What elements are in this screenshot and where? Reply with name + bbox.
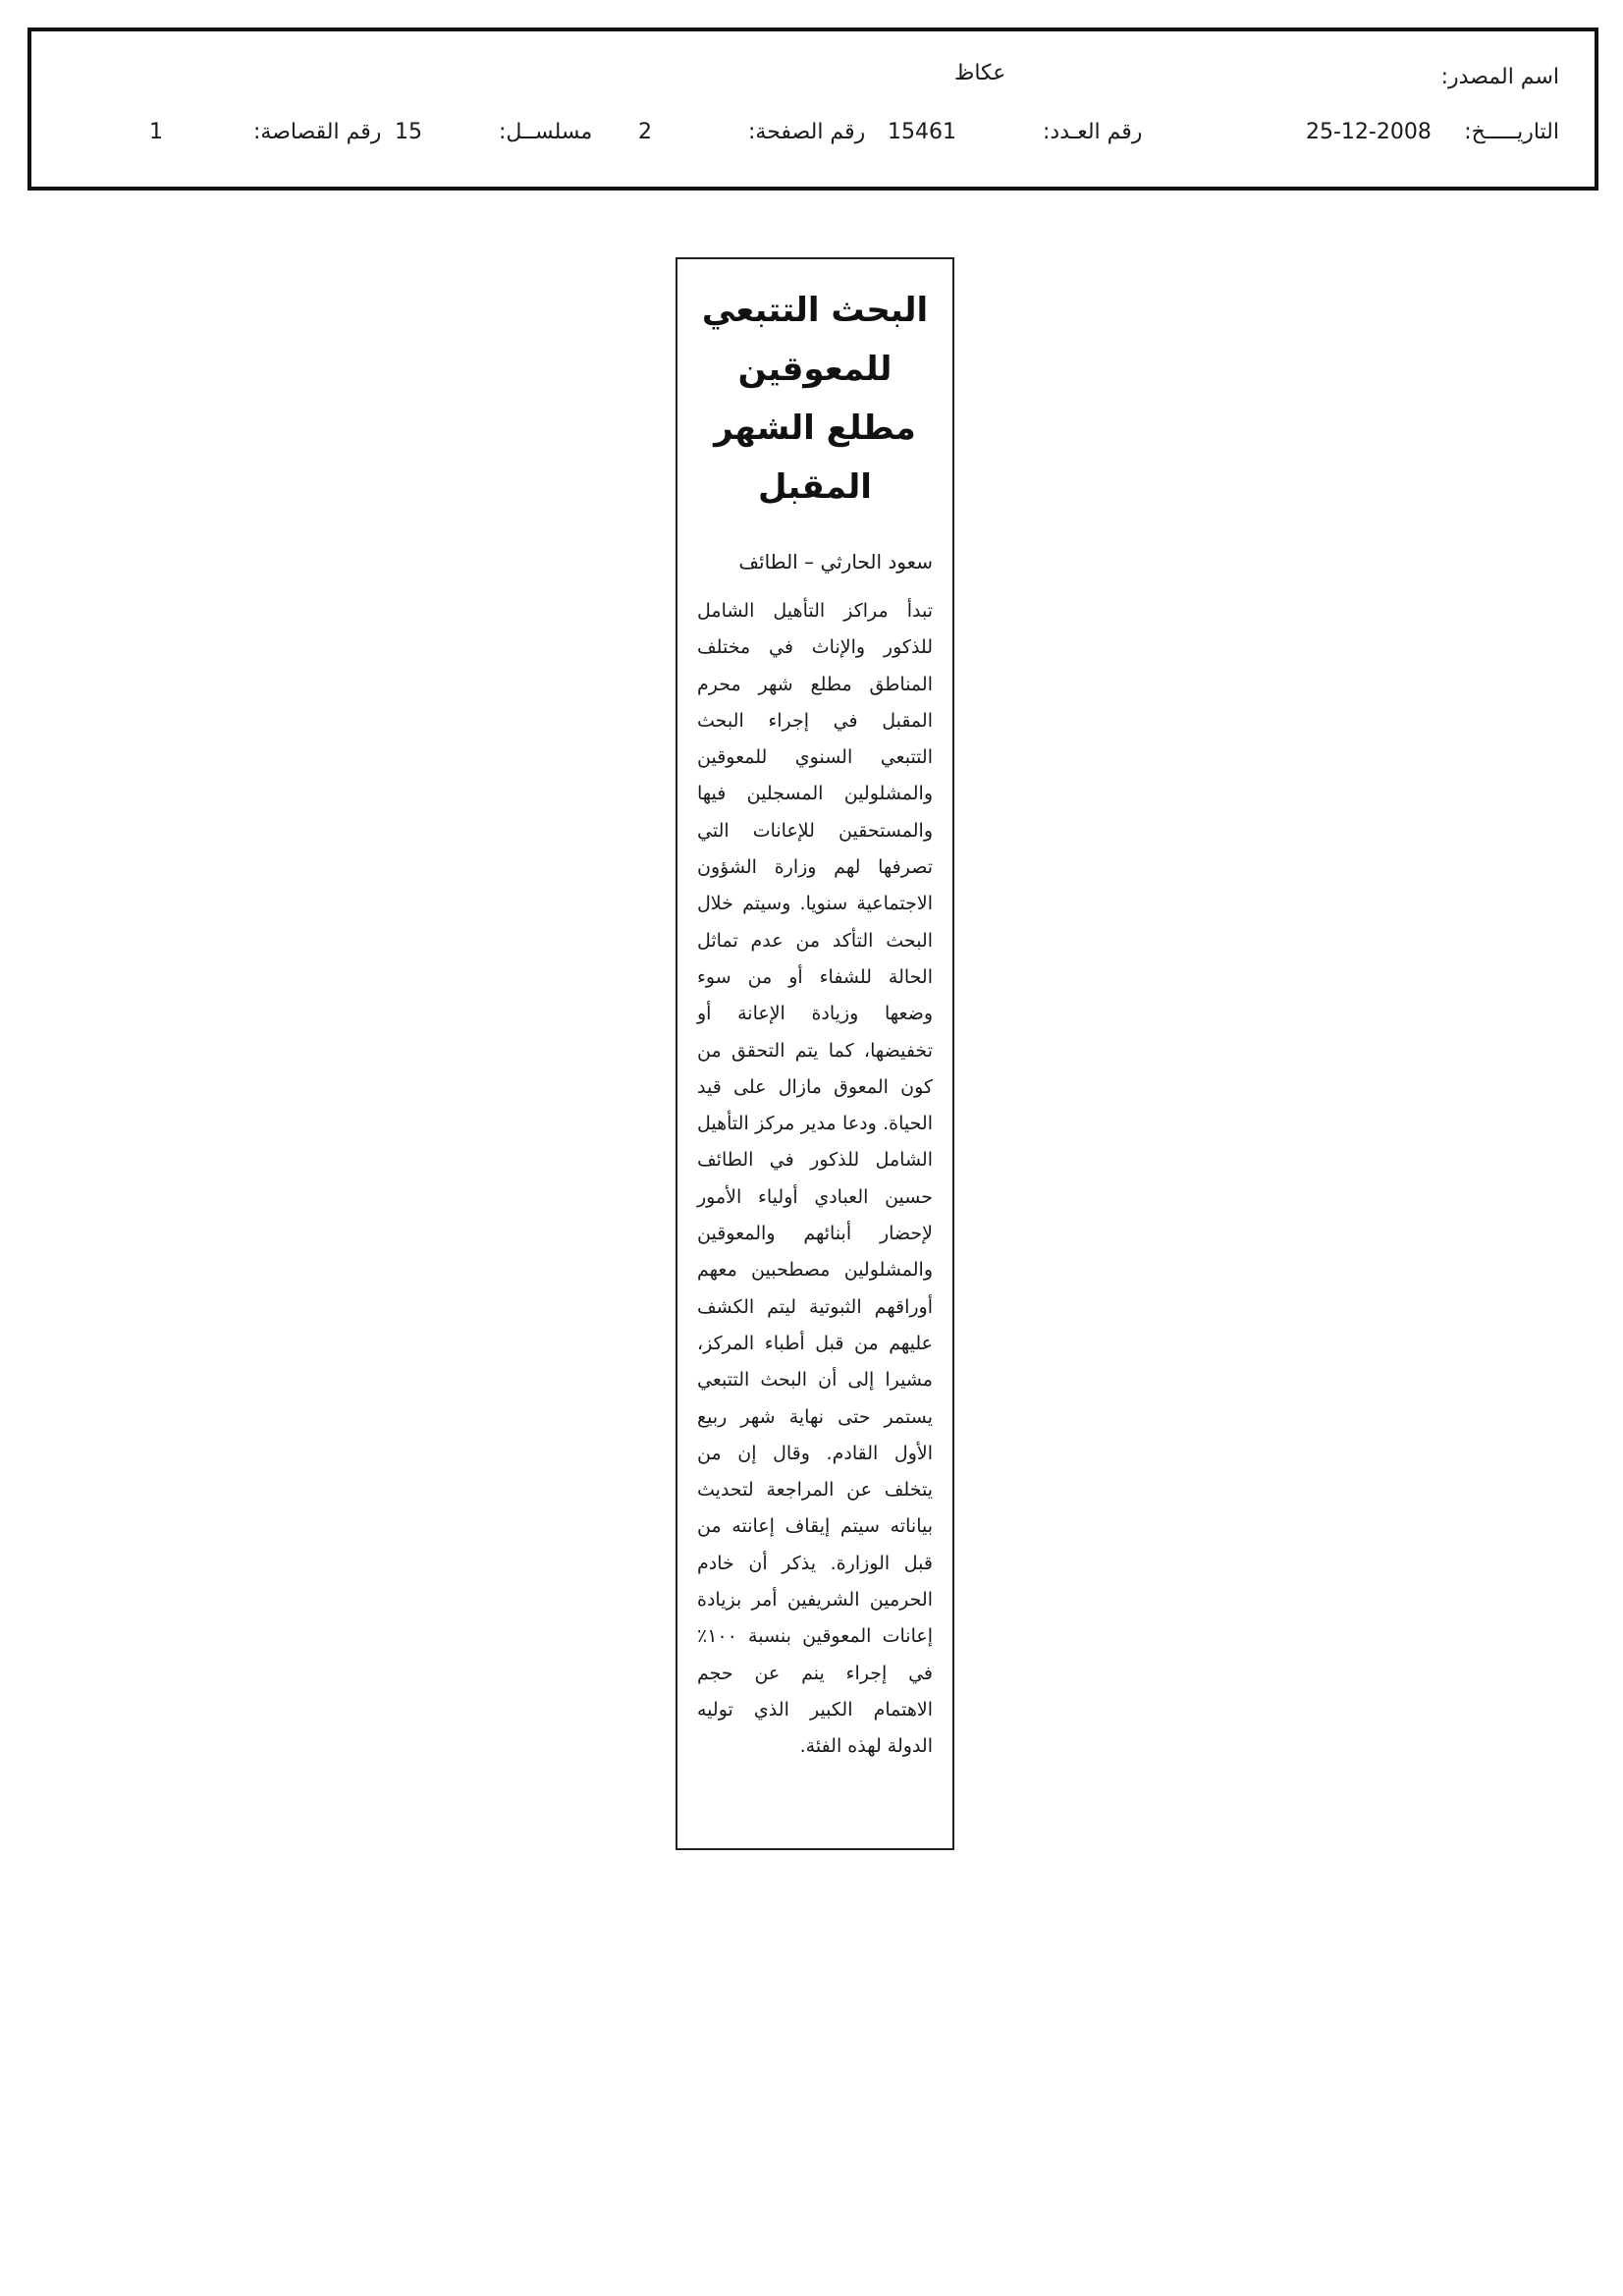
article-byline: سعود الحارثي – الطائف bbox=[738, 550, 933, 574]
serial-label: مسلســل: bbox=[499, 120, 593, 144]
source-value: عكاظ bbox=[954, 61, 1006, 85]
clipping-metadata-box bbox=[27, 27, 1598, 191]
issue-number-value: 15461 bbox=[888, 120, 956, 144]
clipping-number-value: 1 bbox=[149, 120, 163, 144]
date-label: التاريـــــخ: bbox=[1464, 120, 1559, 144]
newspaper-clipping bbox=[676, 257, 954, 1850]
source-label: اسم المصدر: bbox=[1440, 65, 1559, 89]
issue-number-label: رقم العـدد: bbox=[1043, 120, 1143, 144]
article-headline: البحث التتبعي للمعوقين مطلع الشهر المقبل bbox=[701, 291, 929, 507]
clipping-number-label: رقم القصاصة: bbox=[253, 120, 382, 144]
serial-value: 15 bbox=[395, 120, 422, 144]
article-body: تبدأ مراكز التأهيل الشامل للذكور والإناث في مختلف المناطق مطلع شهر محرم المقبل في إجراء البحث التتبعي السنوي للمعوقين والمشلولين المسجلين فيها والمستحقين للإعانات التي تصرفها لهم وزارة الشؤون الاجتماعية سنويا. وسيتم خلال البحث التأكد من عدم تماثل الحالة للشفاء أو من سوء وضعها وزيادة الإعانة أو تخفيضها، كما يتم التحقق من كون المعوق مازال على قيد الحياة. ودعا مدير مركز التأهيل الشامل للذكور في الطائف حسين العبادي أولياء الأمور لإحضار أبنائهم والمعوقين والمشلولين مصطحبين معهم أوراقهم الثبوتية ليتم الكشف عليهم من قبل أطباء المركز، مشيرا إلى أن البحث التتبعي يستمر حتى نهاية شهر ربيع الأول القادم. وقال إن من يتخلف عن المراجعة لتحديث بياناته سيتم إيقاف إعانته من قبل الوزارة. يذكر أن خادم الحرمين الشريفين أمر بزيادة إعانات المعوقين بنسبة ١٠٠٪ في إجراء ينم عن حجم الاهتمام الكبير الذي توليه الدولة لهذه الفئة. bbox=[697, 600, 933, 1758]
page-number-label: رقم الصفحة: bbox=[748, 120, 866, 144]
page-number-value: 2 bbox=[638, 120, 652, 144]
date-value: 25-12-2008 bbox=[1306, 120, 1432, 144]
